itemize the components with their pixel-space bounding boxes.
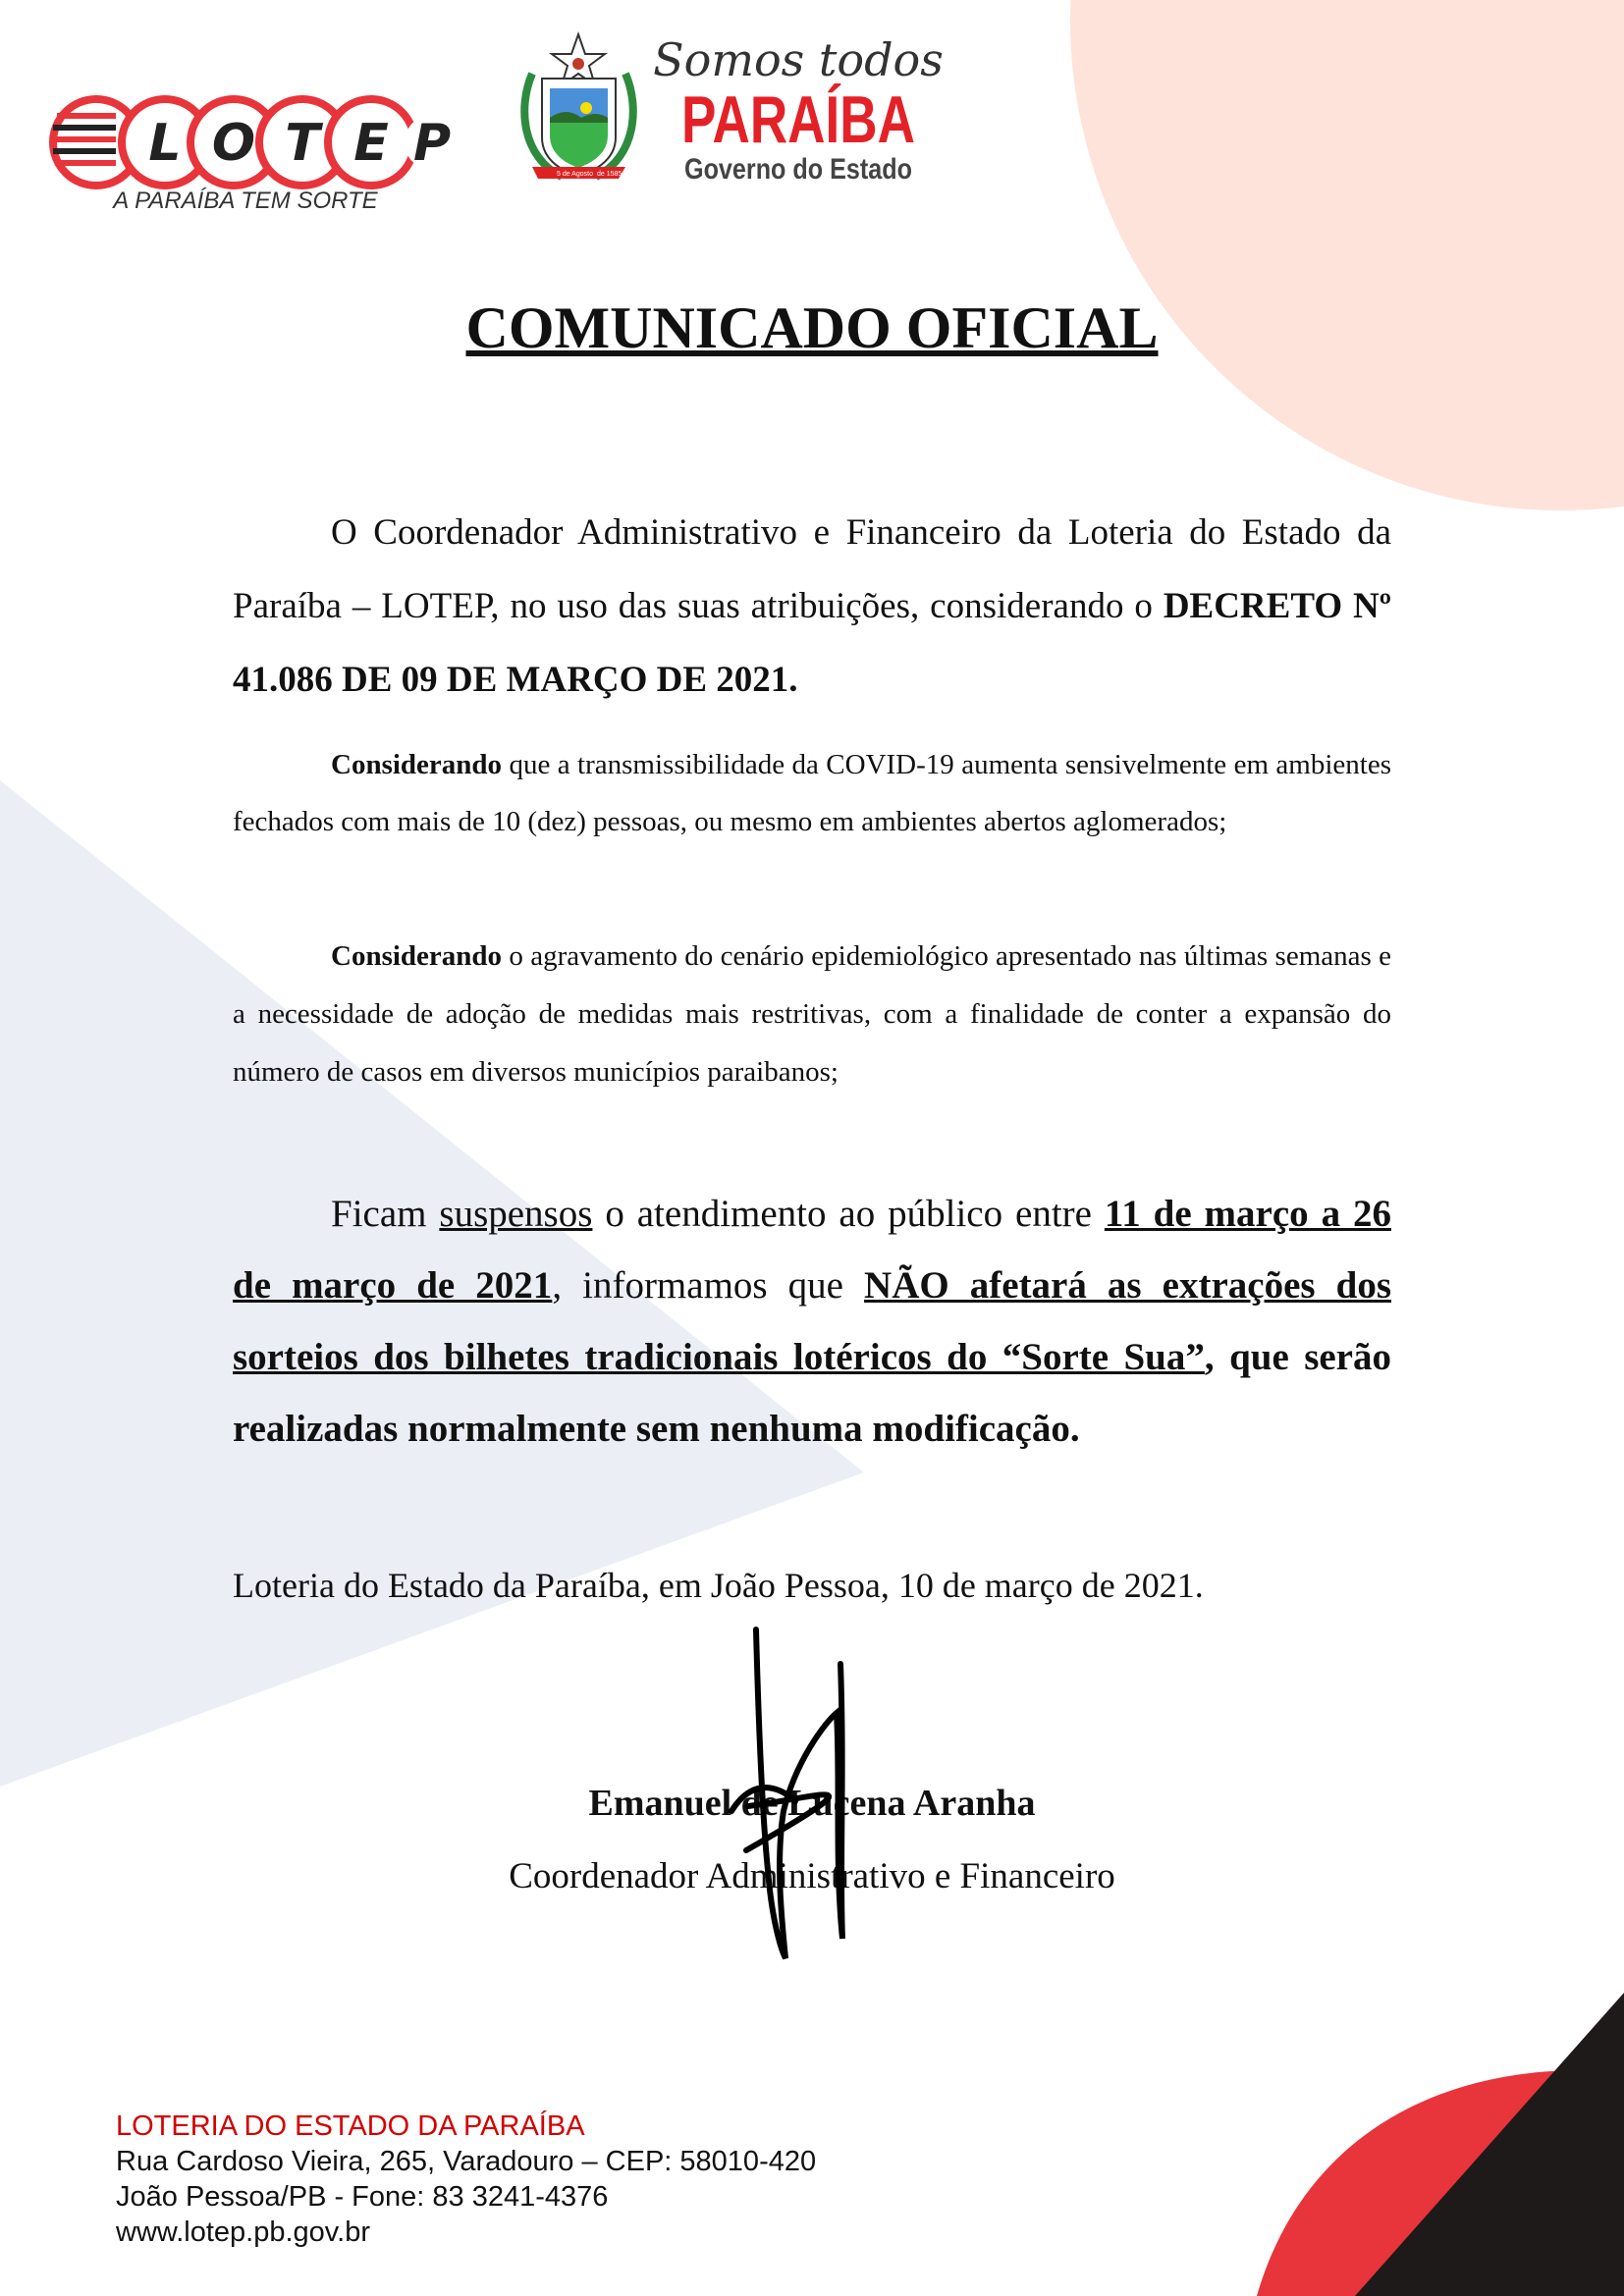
footer-website-link[interactable]: www.lotep.pb.gov.br xyxy=(116,2216,370,2248)
svg-text:L: L xyxy=(148,114,182,173)
considerando-text: o agravamento do cenário epidemiológico apresentado nas últimas semanas e a necessidade de adoção de medidas mais restritivas, com a finalidade de conter a expansão do número de casos em diversos municípios paraibanos; xyxy=(233,940,1391,1088)
paragraph-considerando-2 xyxy=(233,928,1391,1101)
paragraph-announcement xyxy=(233,1178,1391,1465)
svg-text:E: E xyxy=(353,114,389,173)
footer-city-phone: João Pessoa/PB - Fone: 83 3241-4376 xyxy=(116,2181,609,2213)
peach-circle xyxy=(1070,0,1624,510)
svg-text:P: P xyxy=(412,114,452,173)
svg-text:de 1585: de 1585 xyxy=(597,171,623,178)
announcement-text: o atendimento ao público entre xyxy=(592,1193,1105,1235)
announcement-text: Ficam xyxy=(331,1193,440,1235)
footer-address: Rua Cardoso Vieira, 265, Varadouro – CEP: 58010-420 xyxy=(116,2146,817,2177)
considerando-label: Considerando xyxy=(331,940,503,972)
place-and-date: Loteria do Estado da Paraíba, em João Pessoa, 10 de março de 2021. xyxy=(233,1566,1204,1605)
considerando-text: que a transmissibilidade da COVID-19 aumenta sensivelmente em ambientes fechados com mais de 10 (dez) pessoas, ou mesmo em ambientes abertos aglomerados; xyxy=(233,749,1391,837)
signatory-name: Emanuel de Lucena Aranha xyxy=(588,1783,1036,1824)
considerando-label: Considerando xyxy=(331,749,503,780)
suspension-period: 11 de março a 26 de março de 2021 xyxy=(233,1193,1391,1307)
svg-text:A PARAÍBA TEM SORTE: A PARAÍBA TEM SORTE xyxy=(113,187,378,214)
draws-notice-end: , que serão realizadas normalmente sem nenhuma modificação. xyxy=(233,1336,1391,1450)
svg-text:T: T xyxy=(285,114,320,173)
draws-notice: NÃO afetará as extrações dos sorteios dos bilhetes tradicionais lotéricos do “Sorte Sua” xyxy=(233,1264,1392,1378)
decree-reference: DECRETO Nº 41.086 DE 09 DE MARÇO DE 2021. xyxy=(233,586,1391,700)
suspended-word: suspensos xyxy=(439,1193,593,1235)
intro-text: O Coordenador Administrativo e Financeiro da Loteria do Estado da Paraíba – LOTEP, no uso das suas atribuições, considerando o xyxy=(233,512,1391,626)
svg-text:O: O xyxy=(211,114,256,173)
svg-text:5 de Agosto: 5 de Agosto xyxy=(557,171,593,178)
handwritten-signature xyxy=(687,1625,884,1968)
announcement-text: , informamos que xyxy=(552,1264,865,1307)
government-logo xyxy=(653,25,944,187)
footer-org-name: LOTERIA DO ESTADO DA PARAÍBA xyxy=(116,2110,585,2142)
paragraph-considerando-1 xyxy=(233,736,1391,850)
signatory-role: Coordenador Administrativo e Financeiro xyxy=(509,1856,1115,1896)
svg-text:PARAÍBA: PARAÍBA xyxy=(681,82,915,157)
coat-of-arms-emblem xyxy=(503,29,655,187)
svg-text:Somos todos: Somos todos xyxy=(653,33,944,86)
svg-text:Governo do Estado: Governo do Estado xyxy=(684,153,912,186)
footer-contact xyxy=(116,2109,816,2250)
page-title: COMUNICADO OFICIAL xyxy=(465,295,1159,360)
paragraph-intro xyxy=(233,496,1391,717)
lotep-logo xyxy=(39,93,461,216)
